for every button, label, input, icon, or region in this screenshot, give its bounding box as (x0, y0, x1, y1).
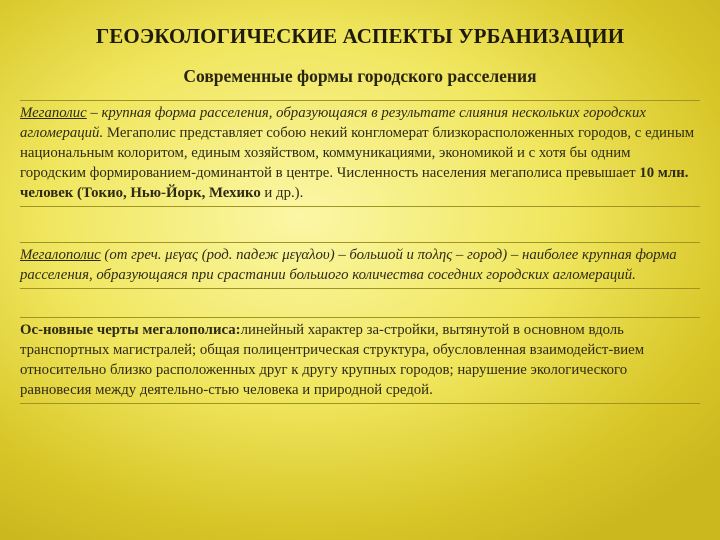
slide-title: ГЕОЭКОЛОГИЧЕСКИЕ АСПЕКТЫ УРБАНИЗАЦИИ (95, 24, 625, 48)
megapolis-term: Мегаполис (20, 105, 87, 121)
megapolis-paragraph (20, 103, 700, 203)
features-block (20, 317, 700, 404)
megalopolis-term: Мегалополис (20, 247, 101, 263)
megapolis-block (20, 100, 700, 207)
megapolis-description: Мегаполис представляет собою некий конгломерат близкорасположенных городов, с единым национальным колоритом, единым хозяйством, коммуникациями, экономикой и с хотя бы одним городским формированием-доминантой в центре. Численность населения мегаполиса превышает (20, 125, 695, 181)
megalopolis-paragraph (20, 245, 700, 285)
features-heading: Ос-новные черты мегалополиса: (20, 322, 241, 338)
megapolis-population: 10 млн. человек (Токио, Нью-Йорк, Мехико (20, 165, 689, 201)
megapolis-definition: – крупная форма расселения, образующаяся в результате слияния нескольких городских агломераций. (20, 105, 646, 141)
features-text: линейный характер за-стройки, вытянутой в основном вдоль транспортных магистралей; общая полицентрическая структура, обусловленная взаимодейст-вием относительно близко расположенных друг к другу крупных городов; нарушение экологического равновесия между деятельно-стью человека и природной средой. (20, 322, 645, 398)
slide-subtitle: Современные формы городского расселения (183, 66, 537, 86)
megapolis-population-tail: и др.). (260, 185, 304, 201)
megalopolis-block (20, 242, 700, 289)
features-paragraph (20, 320, 700, 400)
megalopolis-definition: (от греч. μεγας (род. падеж μεγαλου) – большой и πολης – город) – наиболее крупная форма расселения, образующаяся при срастании большого количества соседних городских агломераций. (20, 247, 677, 283)
